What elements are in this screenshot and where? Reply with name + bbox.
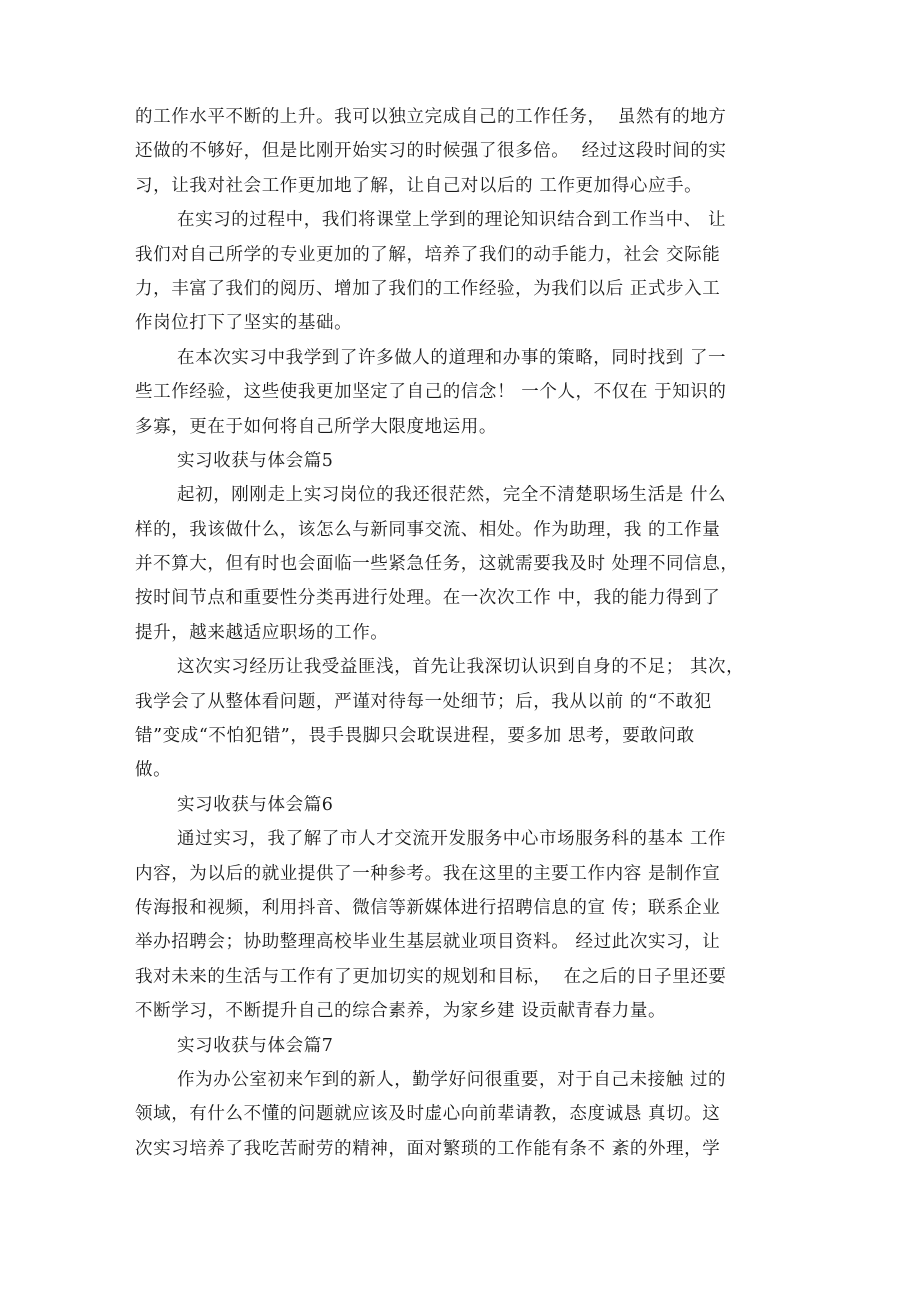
text-line: 做。 <box>135 760 172 781</box>
text-line: 举办招聘会；协助整理高校毕业生基层就业项目资料。 经过此次实习，让 <box>135 932 721 953</box>
paragraph-first-line: 通过实习，我了解了市人才交流开发服务中心市场服务科的基本 工作 <box>177 829 727 850</box>
section-heading: 实习收获与体会篇6 <box>177 794 334 815</box>
text-line: 按时间节点和重要性分类再进行处理。在一次次工作 中，我的能力得到了 <box>135 588 721 609</box>
text-line: 多寡，更在于如何将自己所学大限度地运用。 <box>135 416 497 437</box>
text-line: 提升，越来越适应职场的工作。 <box>135 622 389 643</box>
text-line: 错”变成“不怕犯错”，畏手畏脚只会耽误进程，要多加 思考，要敢问敢 <box>135 726 695 747</box>
text-line: 还做的不够好，但是比刚开始实习的时候强了很多倍。 经过这段时间的实 <box>135 141 727 162</box>
text-line: 作岗位打下了坚实的基础。 <box>135 313 353 334</box>
document-body <box>135 100 795 1166</box>
text-line: 传海报和视频，利用抖音、微信等新媒体进行招聘信息的宣 传；联系企业 <box>135 897 721 918</box>
text-line: 并不算大，但有时也会面临一些紧急任务，这就需要我及时 处理不同信息， <box>135 554 739 575</box>
text-line: 不断学习，不断提升自己的综合素养，为家乡建 设贡献青春力量。 <box>135 1001 667 1022</box>
paragraph-first-line: 作为办公室初来乍到的新人，勤学好问很重要，对于自己未接触 过的 <box>177 1069 727 1090</box>
text-line: 领域，有什么不懂的问题就应该及时虚心向前辈请教，态度诚恳 真切。这 <box>135 1104 721 1125</box>
text-line: 我对未来的生活与工作有了更加切实的规划和目标， 在之后的日子里还要 <box>135 966 727 987</box>
text-line: 习，让我对社会工作更加地了解，让自己对以后的 工作更加得心应手。 <box>135 175 703 196</box>
paragraph-first-line: 起初，刚刚走上实习岗位的我还很茫然，完全不清楚职场生活是 什么 <box>177 485 727 506</box>
paragraph-first-line: 这次实习经历让我受益匪浅，首先让我深切认识到自身的不足； 其次， <box>177 657 745 678</box>
text-line: 些工作经验，这些使我更加坚定了自己的信念！ 一个人，不仅在 于知识的 <box>135 382 727 403</box>
text-line: 我学会了从整体看问题，严谨对待每一处细节；后，我从以前 的“不敢犯 <box>135 691 712 712</box>
section-heading: 实习收获与体会篇5 <box>177 450 334 471</box>
text-line: 内容，为以后的就业提供了一种参考。我在这里的主要工作内容 是制作宣 <box>135 863 721 884</box>
text-line: 次实习培养了我吃苦耐劳的精神，面对繁琐的工作能有条不 紊的外理，学 <box>135 1138 721 1159</box>
paragraph-first-line: 在本次实习中我学到了许多做人的道理和办事的策略，同时找到 了一 <box>177 347 727 368</box>
section-heading: 实习收获与体会篇7 <box>177 1035 334 1056</box>
text-line: 样的，我该做什么，该怎么与新同事交流、相处。作为助理，我 的工作量 <box>135 519 721 540</box>
paragraph-first-line: 在实习的过程中，我们将课堂上学到的理论知识结合到工作当中、 让 <box>177 210 727 231</box>
text-line: 的工作水平不断的上升。我可以独立完成自己的工作任务， 虽然有的地方 <box>135 107 727 127</box>
text-line: 我们对自己所学的专业更加的了解，培养了我们的动手能力，社会 交际能 <box>135 244 721 265</box>
text-line: 力，丰富了我们的阅历、增加了我们的工作经验，为我们以后 正式步入工 <box>135 278 721 299</box>
